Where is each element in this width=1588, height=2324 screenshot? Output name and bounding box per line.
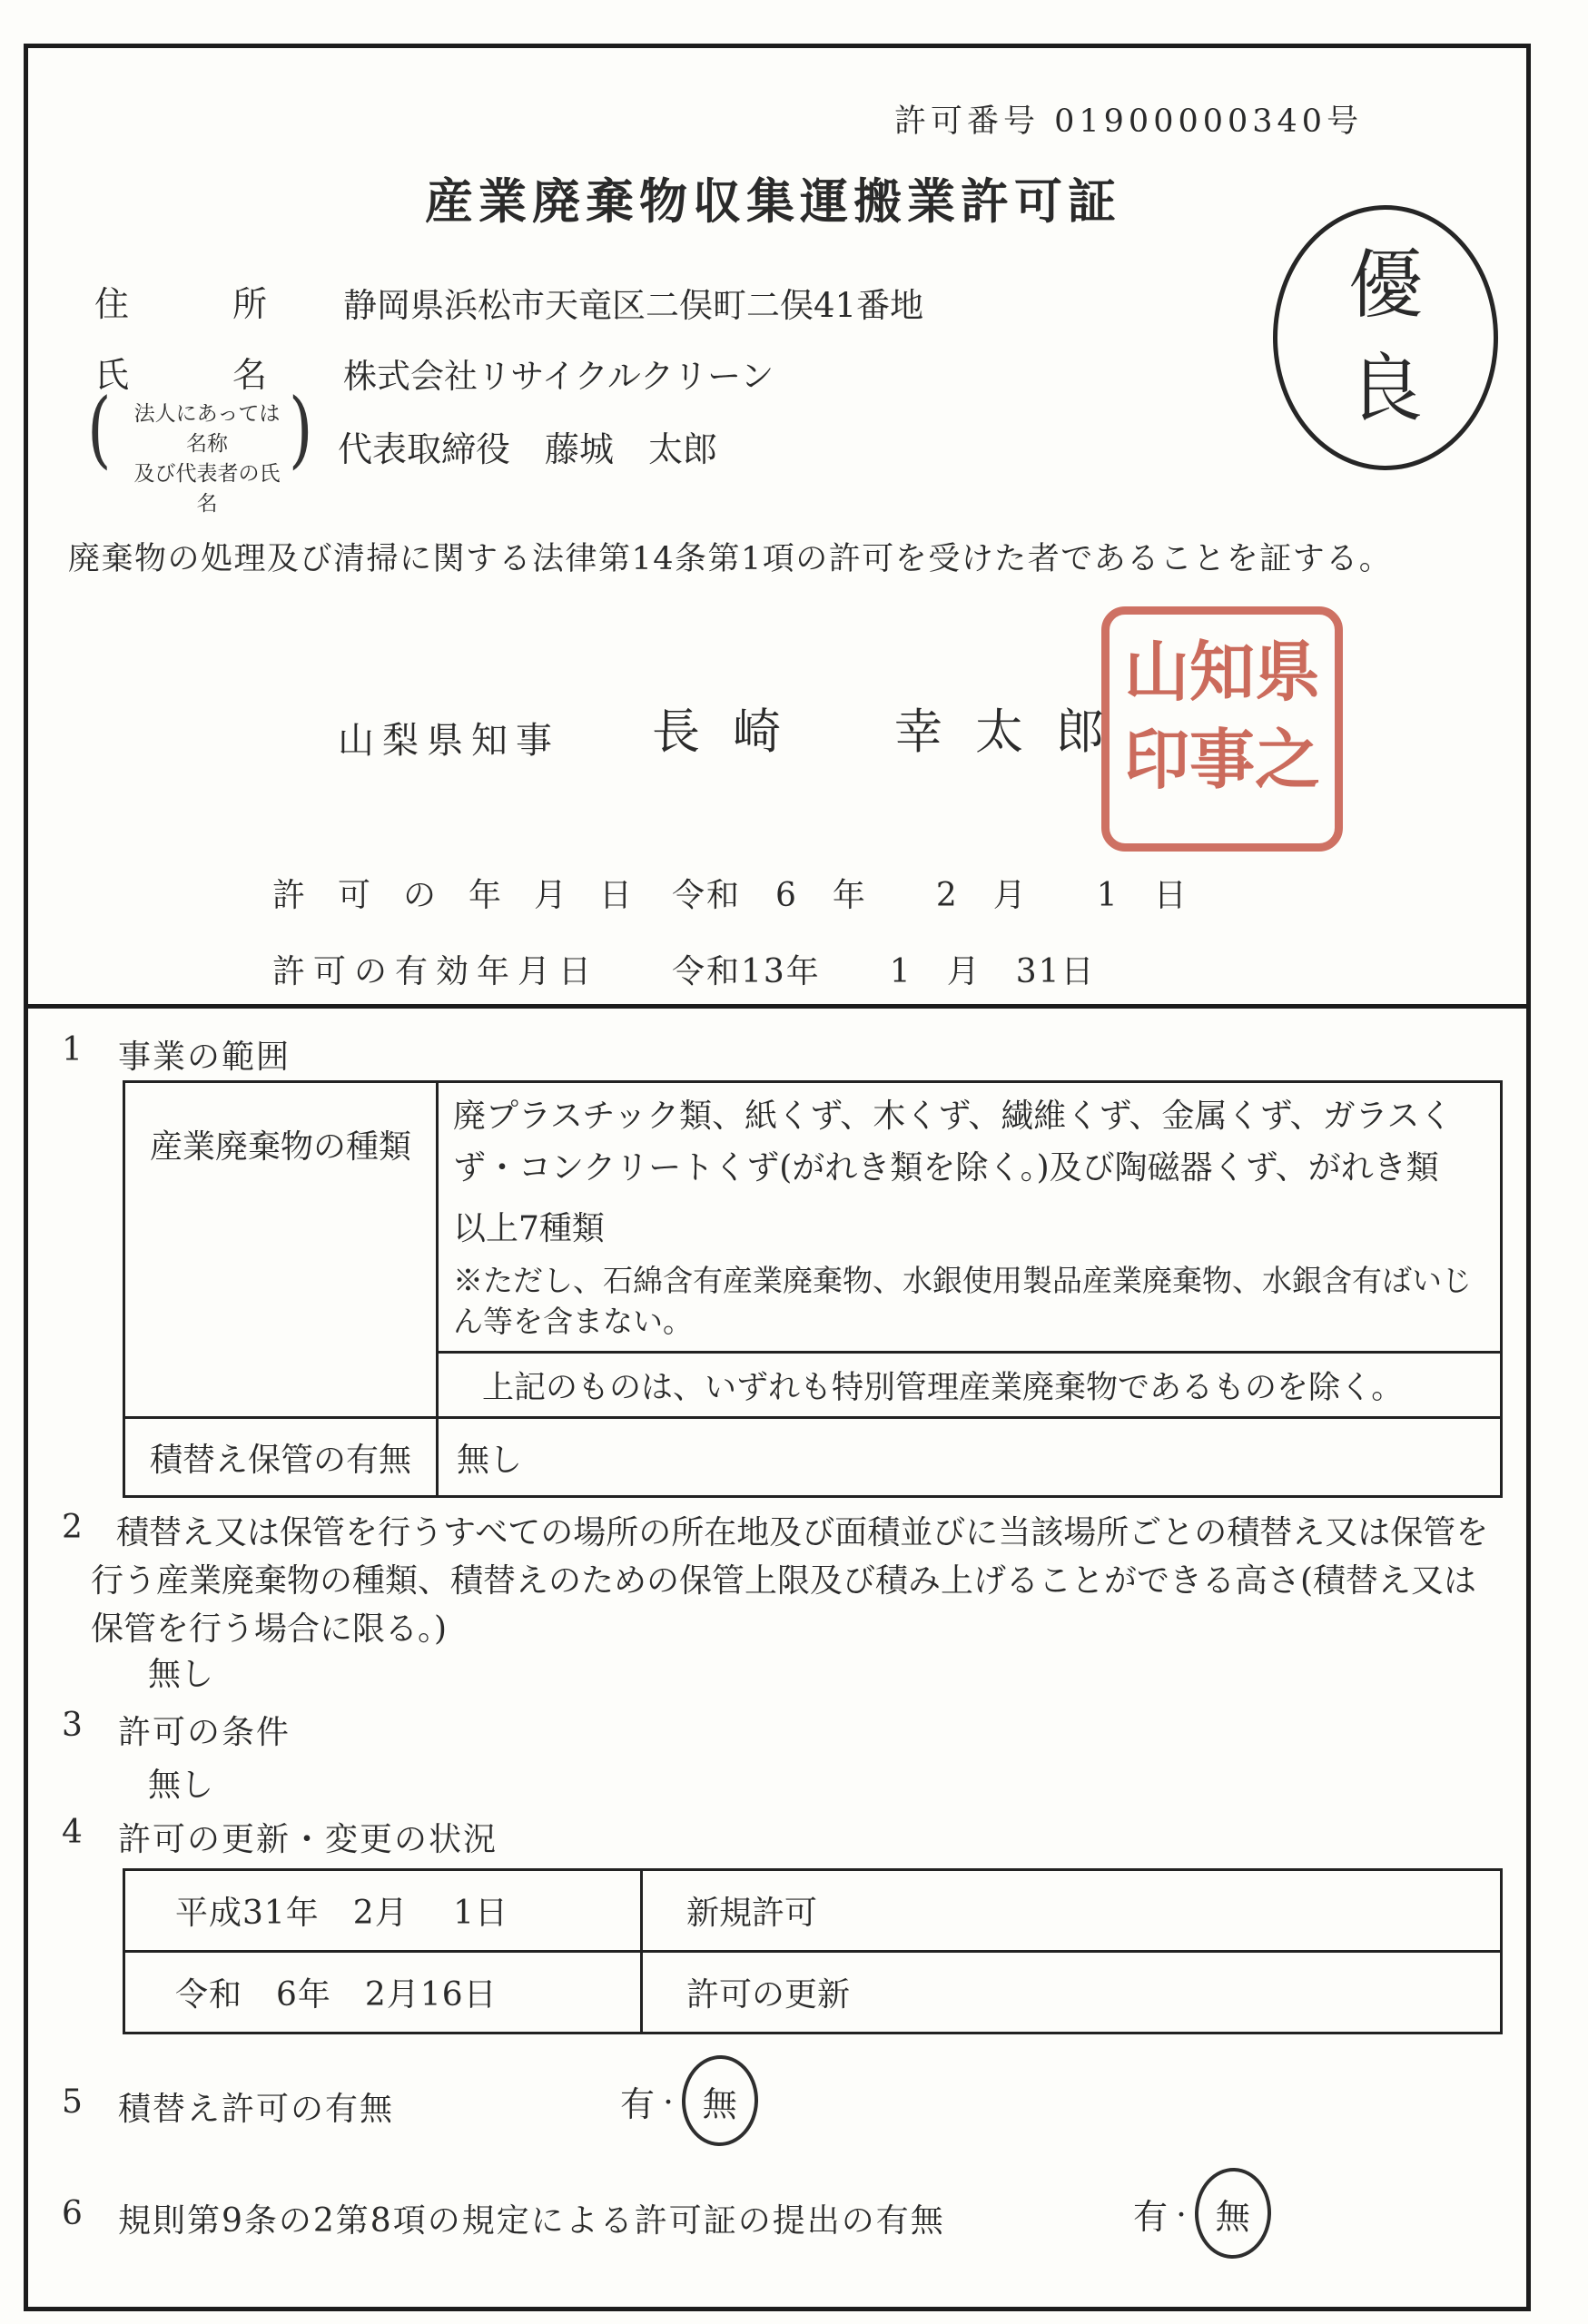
valid-date-label: 許可の有効年月日 (272, 953, 600, 990)
excellent-rating-stamp (1273, 205, 1498, 470)
section5-option-no-circled: 無 (680, 2054, 759, 2148)
corp-note-open-paren: ( (87, 381, 112, 478)
section2-value: 無し (148, 1656, 214, 1693)
corp-note (125, 399, 289, 519)
excellent-stamp-char-top: 優 (1347, 241, 1423, 329)
section6-yes-no (1133, 2166, 1271, 2260)
waste-type-label-cell: 産業廃棄物の種類 (124, 1082, 438, 1418)
seal-column-right: 県之 (1255, 633, 1321, 799)
section6-option-no-circled: 無 (1193, 2167, 1272, 2260)
section4-heading: 許可の更新・変更の状況 (118, 1821, 498, 1858)
section3-number: 3 (62, 1707, 83, 1744)
document-title: 産業廃棄物収集運搬業許可証 (425, 173, 1121, 230)
waste-type-content-cell (438, 1082, 1502, 1353)
valid-date-value: 令和13年 1 月 31日 (672, 953, 1096, 990)
section5-yes-no (620, 2053, 758, 2148)
section-divider-line (24, 1004, 1531, 1009)
history-date-cell: 令和 6年 2月16日 (124, 1952, 642, 2034)
section1-number: 1 (62, 1031, 83, 1068)
governor-official-seal (1101, 606, 1343, 852)
history-date-cell: 平成31年 2月 1日 (124, 1870, 642, 1952)
table-row (124, 1082, 1502, 1353)
address-value: 静岡県浜松市天竜区二俣町二俣41番地 (343, 286, 924, 325)
section6-option-yes: 有 (1133, 2196, 1169, 2237)
permit-history-table (123, 1868, 1503, 2034)
certification-statement: 廃棄物の処理及び清掃に関する法律第14条第1項の許可を受けた者であることを証する。 (68, 541, 1393, 577)
waste-type-list: 廃プラスチック類、紙くず、木くず、繊維くず、金属くず、ガラスくず・コンクリートくず(がれき類を除く。)及び陶磁器くず、がれき類 (453, 1098, 1453, 1187)
table-row (124, 1418, 1502, 1497)
waste-type-total: 以上7種類 (453, 1210, 605, 1247)
corp-note-line2: 及び代表者の氏名 (133, 462, 281, 516)
name-label: 氏 名 (94, 355, 268, 395)
section2-text: 積替え又は保管を行うすべての場所の所在地及び面積並びに当該場所ごとの積替え又は保管を行う産業廃棄物の種類、積替えのための保管上限及び積み上げることができる高さ(積替え又は保管を行う場合に限る。) (91, 1514, 1489, 1648)
governor-title: 山梨県知事 (338, 720, 560, 762)
corp-note-line1: 法人にあっては名称 (133, 402, 281, 456)
address-label: 住 所 (94, 284, 268, 324)
seal-column-left: 山印 (1124, 633, 1190, 799)
seal-column-middle: 知事 (1189, 633, 1256, 799)
business-scope-table (123, 1080, 1503, 1498)
special-management-exclusion-cell: 上記のものは、いずれも特別管理産業廃棄物であるものを除く。 (438, 1353, 1502, 1418)
section1-heading: 事業の範囲 (118, 1039, 291, 1076)
section5-number: 5 (62, 2083, 83, 2121)
section6-label: 規則第9条の2第8項の規定による許可証の提出の有無 (118, 2202, 945, 2240)
history-event-cell: 許可の更新 (642, 1952, 1502, 2034)
permit-number: 許可番号 01900000340号 (894, 103, 1364, 140)
transfer-storage-label-cell: 積替え保管の有無 (124, 1418, 438, 1497)
section5-label: 積替え許可の有無 (118, 2091, 395, 2128)
history-event-cell: 新規許可 (642, 1870, 1502, 1952)
governor-name: 長崎 幸太郎 (652, 704, 1137, 760)
permit-date-value: 令和 6 年 2 月 1 日 (672, 877, 1189, 914)
corp-note-close-paren: ) (289, 381, 313, 478)
representative-value: 代表取締役 藤城 太郎 (338, 429, 718, 469)
table-row (124, 1952, 1502, 2034)
section2-number: 2 (62, 1509, 83, 1546)
waste-type-note: ※ただし、石綿含有産業廃棄物、水銀使用製品産業廃棄物、水銀含有ばいじん等を含まない。 (453, 1263, 1472, 1339)
section5-option-yes: 有 (620, 2083, 656, 2124)
section3-value: 無し (148, 1767, 214, 1804)
section4-number: 4 (62, 1814, 83, 1851)
section6-option-separator: ・ (1169, 2201, 1194, 2230)
name-value: 株式会社リサイクルクリーン (343, 357, 774, 396)
excellent-stamp-char-bottom: 良 (1347, 346, 1423, 433)
section3-heading: 許可の条件 (118, 1714, 291, 1751)
section6-number: 6 (62, 2195, 83, 2232)
transfer-storage-value-cell: 無し (438, 1418, 1502, 1497)
section5-option-separator: ・ (656, 2089, 681, 2117)
table-row (124, 1870, 1502, 1952)
permit-date-label: 許 可 の 年 月 日 (272, 877, 633, 914)
